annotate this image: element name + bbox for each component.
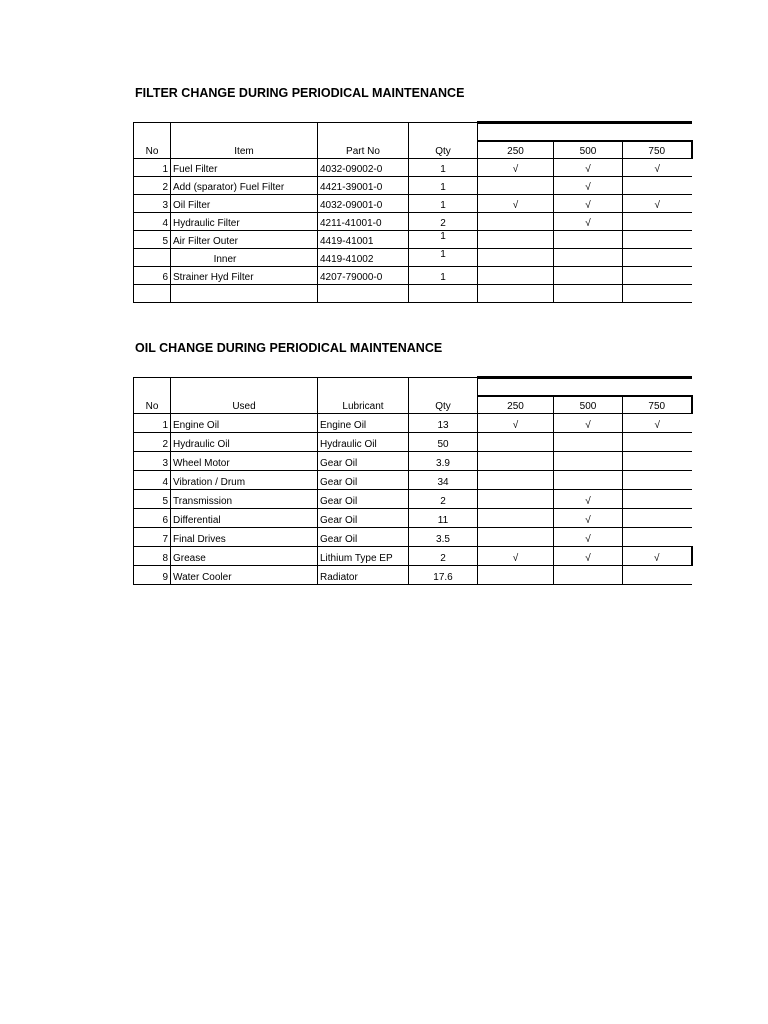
check-500: √	[554, 195, 623, 213]
check-250	[478, 267, 554, 285]
row-part-no: 4419-41002	[318, 249, 409, 267]
row-used: Wheel Motor	[171, 452, 318, 471]
table-row	[134, 566, 692, 585]
check-250	[478, 433, 554, 452]
row-item: Hydraulic Filter	[171, 213, 318, 231]
row-part-no: 4032-09001-0	[318, 195, 409, 213]
check-500	[554, 285, 623, 303]
check-250	[478, 213, 554, 231]
check-250	[478, 566, 554, 585]
row-lubricant: Gear Oil	[318, 452, 409, 471]
row-item: Air Filter Outer	[171, 231, 318, 249]
check-500	[554, 267, 623, 285]
row-used: Differential	[171, 509, 318, 528]
check-250: √	[478, 414, 554, 433]
row-item: Oil Filter	[171, 195, 318, 213]
check-500: √	[554, 213, 623, 231]
check-250	[478, 249, 554, 267]
check-750	[623, 566, 692, 585]
table-row	[134, 528, 692, 547]
check-500: √	[554, 414, 623, 433]
check-250	[478, 471, 554, 490]
row-qty: 2	[409, 490, 478, 509]
check-750	[623, 490, 692, 509]
row-item: Fuel Filter	[171, 159, 318, 177]
row-no: 4	[134, 471, 171, 490]
row-no: 8	[134, 547, 171, 566]
row-no: 7	[134, 528, 171, 547]
row-no: 3	[134, 452, 171, 471]
filter-table-title: FILTER CHANGE DURING PERIODICAL MAINTENANCE	[135, 86, 465, 100]
row-lubricant: Gear Oil	[318, 528, 409, 547]
table-row	[134, 285, 692, 303]
check-500: √	[554, 547, 623, 566]
row-no	[134, 285, 171, 303]
row-qty: 3.9	[409, 452, 478, 471]
check-750: √	[623, 159, 692, 177]
check-500: √	[554, 177, 623, 195]
row-qty: 3.5	[409, 528, 478, 547]
check-500: √	[554, 159, 623, 177]
row-part-no: 4207-79000-0	[318, 267, 409, 285]
row-part-no: 4032-09002-0	[318, 159, 409, 177]
row-lubricant: Engine Oil	[318, 414, 409, 433]
check-750	[623, 509, 692, 528]
header-used: Used	[171, 378, 318, 414]
check-500	[554, 452, 623, 471]
check-250	[478, 231, 554, 249]
row-used: Final Drives	[171, 528, 318, 547]
row-qty: 2	[409, 547, 478, 566]
header-qty: Qty	[409, 378, 478, 414]
check-250: √	[478, 547, 554, 566]
check-750	[623, 249, 692, 267]
row-qty: 2	[409, 213, 478, 231]
header-item: Item	[171, 123, 318, 159]
check-750	[623, 231, 692, 249]
row-no: 5	[134, 490, 171, 509]
row-qty: 1	[409, 195, 478, 213]
row-no: 2	[134, 433, 171, 452]
row-part-no: 4211-41001-0	[318, 213, 409, 231]
check-750	[623, 177, 692, 195]
oil-table-title: OIL CHANGE DURING PERIODICAL MAINTENANCE	[135, 341, 443, 355]
row-no: 5	[134, 231, 171, 249]
interval-250: 250	[478, 141, 554, 159]
row-qty: 1	[409, 159, 478, 177]
row-lubricant: Hydraulic Oil	[318, 433, 409, 452]
filter-change-table	[133, 121, 693, 303]
table-row	[134, 231, 692, 249]
oil-change-table	[133, 376, 693, 585]
row-used: Engine Oil	[171, 414, 318, 433]
check-500: √	[554, 490, 623, 509]
header-lubricant: Lubricant	[318, 378, 409, 414]
table-row	[134, 195, 692, 213]
table-row	[134, 267, 692, 285]
check-500	[554, 249, 623, 267]
check-750: √	[623, 547, 692, 566]
check-750	[623, 213, 692, 231]
row-part-no: 4421-39001-0	[318, 177, 409, 195]
check-250	[478, 452, 554, 471]
header-part-no: Part No	[318, 123, 409, 159]
header-no: No	[134, 123, 171, 159]
table-row	[134, 433, 692, 452]
row-used: Grease	[171, 547, 318, 566]
row-qty	[409, 285, 478, 303]
check-750	[623, 285, 692, 303]
interval-750: 750	[623, 141, 692, 159]
table-row	[134, 452, 692, 471]
interval-500: 500	[554, 396, 623, 414]
row-no: 1	[134, 159, 171, 177]
row-qty: 13	[409, 414, 478, 433]
table-row	[134, 213, 692, 231]
table-row	[134, 509, 692, 528]
row-part-no	[318, 285, 409, 303]
check-250	[478, 285, 554, 303]
row-lubricant: Gear Oil	[318, 471, 409, 490]
row-lubricant: Gear Oil	[318, 490, 409, 509]
interval-header-band	[478, 378, 692, 396]
interval-250: 250	[478, 396, 554, 414]
check-500: √	[554, 528, 623, 547]
row-lubricant: Radiator	[318, 566, 409, 585]
check-750: √	[623, 414, 692, 433]
row-qty: 50	[409, 433, 478, 452]
row-used: Hydraulic Oil	[171, 433, 318, 452]
check-250	[478, 528, 554, 547]
row-part-no: 4419-41001	[318, 231, 409, 249]
table-row	[134, 547, 692, 566]
check-750: √	[623, 195, 692, 213]
row-no: 3	[134, 195, 171, 213]
check-750	[623, 528, 692, 547]
check-250	[478, 177, 554, 195]
row-qty: 1	[409, 267, 478, 285]
row-item: Inner	[171, 249, 318, 267]
check-500	[554, 231, 623, 249]
row-qty: 11	[409, 509, 478, 528]
check-750	[623, 267, 692, 285]
check-500	[554, 433, 623, 452]
interval-500: 500	[554, 141, 623, 159]
check-500	[554, 471, 623, 490]
row-qty: 1	[409, 231, 478, 249]
row-no: 6	[134, 267, 171, 285]
row-item: Strainer Hyd Filter	[171, 267, 318, 285]
table-row	[134, 414, 692, 433]
check-250: √	[478, 195, 554, 213]
check-750	[623, 452, 692, 471]
row-no: 1	[134, 414, 171, 433]
row-no: 4	[134, 213, 171, 231]
table-row	[134, 471, 692, 490]
table-row	[134, 490, 692, 509]
check-750	[623, 433, 692, 452]
check-500	[554, 566, 623, 585]
interval-750: 750	[623, 396, 692, 414]
interval-header-band	[478, 123, 692, 141]
row-qty: 34	[409, 471, 478, 490]
check-500: √	[554, 509, 623, 528]
row-qty: 1	[409, 249, 478, 267]
check-250: √	[478, 159, 554, 177]
header-qty: Qty	[409, 123, 478, 159]
row-lubricant: Gear Oil	[318, 509, 409, 528]
row-used: Vibration / Drum	[171, 471, 318, 490]
table-row	[134, 159, 692, 177]
row-item	[171, 285, 318, 303]
row-no	[134, 249, 171, 267]
row-item: Add (sparator) Fuel Filter	[171, 177, 318, 195]
row-qty: 1	[409, 177, 478, 195]
check-750	[623, 471, 692, 490]
table-row	[134, 177, 692, 195]
row-lubricant: Lithium Type EP	[318, 547, 409, 566]
table-row	[134, 249, 692, 267]
row-no: 2	[134, 177, 171, 195]
check-250	[478, 490, 554, 509]
row-used: Water Cooler	[171, 566, 318, 585]
row-no: 6	[134, 509, 171, 528]
header-no: No	[134, 378, 171, 414]
row-no: 9	[134, 566, 171, 585]
row-qty: 17.6	[409, 566, 478, 585]
check-250	[478, 509, 554, 528]
row-used: Transmission	[171, 490, 318, 509]
